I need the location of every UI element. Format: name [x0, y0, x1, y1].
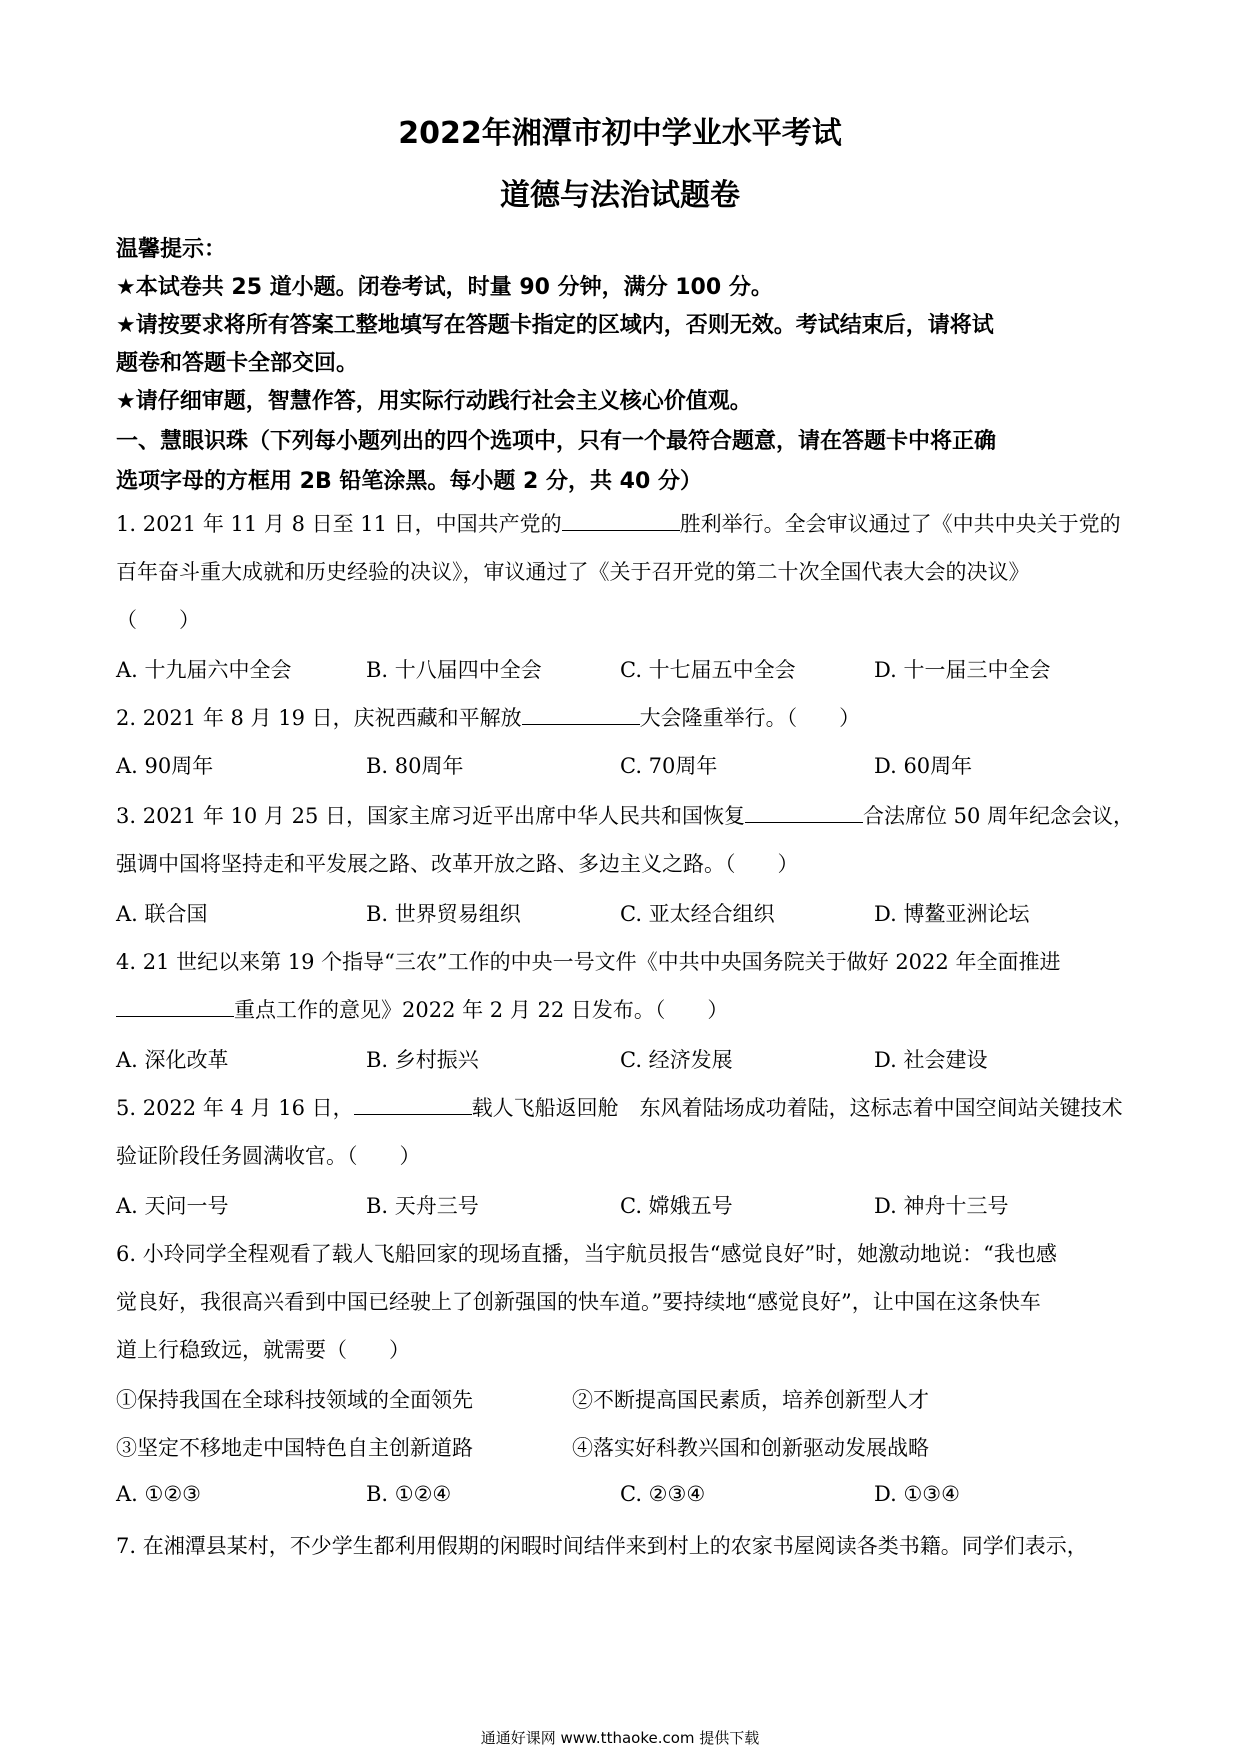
answer-blank [562, 510, 680, 531]
question-4-option-a: A. 深化改革 [116, 1048, 229, 1072]
question-6-option-a: A. ①②③ [116, 1482, 201, 1506]
question-1-text-b: 胜利举行。全会审议通过了《中共中央关于党的 [679, 512, 1121, 536]
question-3-line-1 [116, 800, 1134, 830]
question-1-option-b: B. 十八届四中全会 [366, 658, 542, 682]
question-7-line-1: 7. 在湘潭县某村，不少学生都利用假期的闲暇时间结伴来到村上的农家书屋阅读各类书籍。同学们表示， [116, 1534, 1088, 1558]
question-3-option-b: B. 世界贸易组织 [366, 902, 521, 926]
question-5-line-2: 验证阶段任务圆满收官。（ ） [116, 1144, 421, 1168]
tips-heading: 温馨提示： [116, 237, 227, 262]
answer-blank [745, 802, 863, 823]
question-1-line-1 [116, 508, 1121, 538]
tips-line-1: ★本试卷共 25 道小题。闭卷考试，时量 90 分钟，满分 100 分。 [116, 275, 773, 300]
question-4-text-b: 重点工作的意见》2022 年 2 月 22 日发布。（ ） [234, 998, 729, 1022]
tips-line-2b: 题卷和答题卡全部交回。 [116, 351, 359, 376]
question-6-statement-3: ③坚定不移地走中国特色自主创新道路 [116, 1436, 473, 1460]
question-3-text-b: 合法席位 50 周年纪念会议， [862, 804, 1135, 828]
question-2-option-c: C. 70周年 [620, 754, 718, 778]
question-5-option-a: A. 天问一号 [116, 1194, 229, 1218]
question-5-option-d: D. 神舟十三号 [874, 1194, 1009, 1218]
section1-instructions-2: 选项字母的方框用 2B 铅笔涂黑。每小题 2 分，共 40 分） [116, 469, 702, 494]
question-4-option-c: C. 经济发展 [620, 1048, 733, 1072]
footer-watermark: 通通好课网 www.tthaoke.com 提供下载 [480, 1729, 760, 1747]
answer-blank [522, 704, 640, 725]
question-6-statement-2: ②不断提高国民素质，培养创新型人才 [572, 1388, 929, 1412]
question-6-statement-4: ④落实好科教兴国和创新驱动发展战略 [572, 1436, 929, 1460]
question-6-line-2: 觉良好，我很高兴看到中国已经驶上了创新强国的快车道。”要持续地“感觉良好”，让中国在这条快车 [116, 1290, 1041, 1314]
question-1-line-2: 百年奋斗重大成就和历史经验的决议》，审议通过了《关于召开党的第二十次全国代表大会的决议》 [116, 560, 1030, 584]
question-5-line-1 [116, 1092, 1123, 1122]
question-6-line-1: 6. 小玲同学全程观看了载人飞船回家的现场直播，当宇航员报告“感觉良好”时，她激动地说：“我也感 [116, 1242, 1057, 1266]
question-6-option-c: C. ②③④ [620, 1482, 706, 1506]
question-5-text-b: 载人飞船返回舱 东风着陆场成功着陆，这标志着中国空间站关键技术 [471, 1096, 1123, 1120]
question-5-option-c: C. 嫦娥五号 [620, 1194, 733, 1218]
question-2-text-a: 2. 2021 年 8 月 19 日，庆祝西藏和平解放 [116, 706, 522, 730]
tips-line-3: ★请仔细审题，智慧作答，用实际行动践行社会主义核心价值观。 [116, 389, 752, 414]
question-2-text-b: 大会隆重举行。（ ） [639, 706, 861, 730]
question-6-statement-1: ①保持我国在全球科技领域的全面领先 [116, 1388, 473, 1412]
question-4-line-1: 4. 21 世纪以来第 19 个指导“三农”工作的中央一号文件《中共中央国务院关于做好 2022 年全面推进 [116, 950, 1061, 974]
question-3-line-2: 强调中国将坚持走和平发展之路、改革开放之路、多边主义之路。（ ） [116, 852, 799, 876]
exam-title: 2022年湘潭市初中学业水平考试 [398, 116, 842, 151]
question-1-text-a: 1. 2021 年 11 月 8 日至 11 日，中国共产党的 [116, 512, 562, 536]
question-3-text-a: 3. 2021 年 10 月 25 日，国家主席习近平出席中华人民共和国恢复 [116, 804, 745, 828]
exam-subtitle: 道德与法治试题卷 [500, 178, 740, 213]
section1-instructions-1: 一、慧眼识珠（下列每小题列出的四个选项中，只有一个最符合题意，请在答题卡中将正确 [116, 429, 997, 454]
answer-blank [116, 996, 234, 1017]
question-3-option-d: D. 博鳌亚洲论坛 [874, 902, 1030, 926]
question-2-option-b: B. 80周年 [366, 754, 464, 778]
question-2-line-1 [116, 702, 860, 732]
question-2-option-d: D. 60周年 [874, 754, 973, 778]
question-1-option-c: C. 十七届五中全会 [620, 658, 796, 682]
question-4-line-2 [116, 994, 728, 1024]
question-1-option-d: D. 十一届三中全会 [874, 658, 1051, 682]
question-4-option-b: B. 乡村振兴 [366, 1048, 479, 1072]
answer-blank [354, 1094, 472, 1115]
tips-line-2a: ★请按要求将所有答案工整地填写在答题卡指定的区域内，否则无效。考试结束后，请将试 [116, 313, 994, 338]
question-3-option-c: C. 亚太经合组织 [620, 902, 775, 926]
question-6-option-b: B. ①②④ [366, 1482, 452, 1506]
question-1-line-3: （ ） [116, 608, 200, 632]
question-2-option-a: A. 90周年 [116, 754, 214, 778]
question-3-option-a: A. 联合国 [116, 902, 208, 926]
question-4-option-d: D. 社会建设 [874, 1048, 988, 1072]
question-6-line-3: 道上行稳致远，就需要（ ） [116, 1338, 410, 1362]
question-6-option-d: D. ①③④ [874, 1482, 960, 1506]
question-5-text-a: 5. 2022 年 4 月 16 日， [116, 1096, 354, 1120]
question-1-option-a: A. 十九届六中全会 [116, 658, 292, 682]
question-5-option-b: B. 天舟三号 [366, 1194, 479, 1218]
